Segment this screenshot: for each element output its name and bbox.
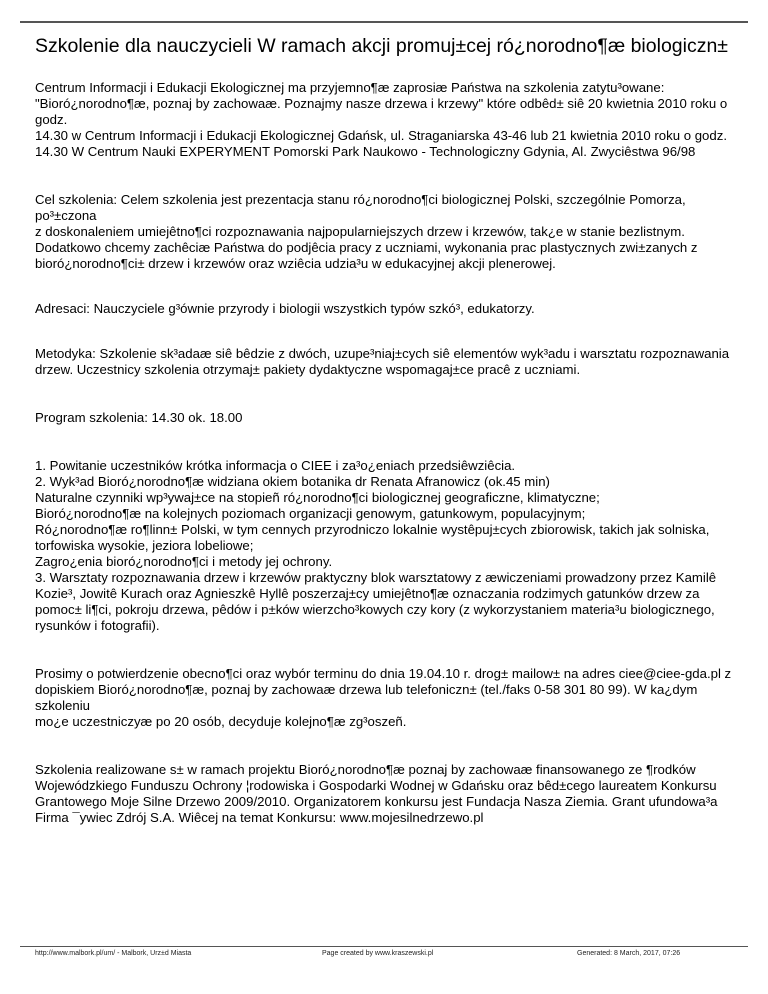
page-title: Szkolenie dla nauczycieli W ramach akcji promuj±cej ró¿norodno¶æ biologiczn± <box>35 35 729 57</box>
document-body <box>35 80 750 826</box>
funding-paragraph: Szkolenia realizowane s± w ramach projektu Bioró¿norodno¶æ poznaj by zachowaæ finansowanego ze ¶rodków Wojewódzkiego Funduszu Ochrony ¦rodowiska i Gospodarki Wodnej w Gdańsku oraz bêd±cego laureatem Konkursu Grantowego Moje Silne Drzewo 2009/2010. Organizatorem konkursu jest Fundacja Nasza Ziemia. Grant ufundowa³a Firma ¯ywiec Zdrój S.A. Wiêcej na temat Konkursu: www.mojesilnedrzewo.pl <box>35 762 718 825</box>
program-time-paragraph: Program szkolenia: 14.30 ok. 18.00 <box>35 410 243 425</box>
footer-divider <box>20 946 748 947</box>
paragraph-spacer <box>35 634 750 666</box>
paragraph-spacer <box>35 272 750 301</box>
footer-credit: Page created by www.kraszewski.pl <box>322 950 434 957</box>
audience-paragraph: Adresaci: Nauczyciele g³ównie przyrody i biologii wszystkich typów szkó³, edukatorzy. <box>35 301 535 316</box>
footer-source-url: http://www.malbork.pl/um/ - Malbork, Urz±d Miasta <box>35 950 192 957</box>
paragraph-spacer <box>35 317 750 346</box>
paragraph-spacer <box>35 160 750 192</box>
paragraph-spacer <box>35 378 750 410</box>
goal-paragraph: Cel szkolenia: Celem szkolenia jest prezentacja stanu ró¿norodno¶ci biologicznej Polski, szczególnie Pomorza, po³±czona z doskonaleniem umiejêtno¶ci rozpoznawania najpopularniejszych drzew i krzewów, tak¿e w stanie bezlistnym. Dodatkowo chcemy zachêciæ Państwa do podjêcia pracy z uczniami, wykonania prac plastycznych zwi±zanych z bioró¿norodno¶ci± drzew i krzewów oraz wziêcia udzia³u w edukacyjnej akcji plenerowej. <box>35 192 698 271</box>
method-paragraph: Metodyka: Szkolenie sk³adaæ siê bêdzie z dwóch, uzupe³niaj±cych siê elementów wyk³adu i warsztatu rozpoznawania drzew. Uczestnicy szkolenia otrzymaj± pakiety dydaktyczne wspomagaj±ce pracê z uczniami. <box>35 346 730 377</box>
footer-generated-date: Generated: 8 March, 2017, 07:26 <box>577 950 681 957</box>
paragraph-spacer <box>35 426 750 458</box>
program-list-paragraph: 1. Powitanie uczestników krótka informacja o CIEE i za³o¿eniach przedsiêwziêcia. 2. Wyk³ad Bioró¿norodno¶æ widziana okiem botanika dr Renata Afranowicz (ok.45 min) Naturalne czynniki wp³ywaj±ce na stopieñ ró¿norodno¶ci biologicznej geograficzne, klimatyczne; Bioró¿norodno¶æ na kolejnych poziomach organizacji genowym, gatunkowym, populacyjnym; Ró¿norodno¶æ ro¶linn± Polski, w tym cennych przyrodniczo lokalnie wystêpuj±cych zbiorowisk, takich jak solniska, torfowiska wysokie, jeziora lobeliowe; Zagro¿enia bioró¿norodno¶ci i metody jej ochrony. 3. Warsztaty rozpoznawania drzew i krzewów praktyczny blok warsztatowy z æwiczeniami prowadzony przez Kamilê Kozie³, Jowitê Kurach oraz Agnieszkê Hyllê poszerzaj±cy umiejêtno¶æ oznaczania rodzimych gatunków drzew za pomoc± li¶ci, pokroju drzewa, pêdów i p±ków wierzcho³kowych czy kory (z wykorzystaniem materia³u biologicznego, rysunków i fotografii). <box>35 458 717 633</box>
paragraph-spacer <box>35 730 750 762</box>
top-divider <box>20 21 748 23</box>
confirmation-paragraph: Prosimy o potwierdzenie obecno¶ci oraz wybór terminu do dnia 19.04.10 r. drog± mailow± na adres ciee@ciee-gda.pl z dopiskiem Bioró¿norodno¶æ, poznaj by zachowaæ drzewa lub telefoniczn± (tel./faks 0-58 301 80 99). W ka¿dym szkoleniu mo¿e uczestniczyæ po 20 osób, decyduje kolejno¶æ zg³oszeñ. <box>35 666 732 729</box>
intro-paragraph: Centrum Informacji i Edukacji Ekologicznej ma przyjemno¶æ zaprosiæ Państwa na szkolenia zatytu³owane: "Bioró¿norodno¶æ, poznaj by zachowaæ. Poznajmy nasze drzewa i krzewy" które odbêd± siê 20 kwietnia 2010 roku o godz. 14.30 w Centrum Informacji i Edukacji Ekologicznej Gdańsk, ul. Straganiarska 43-46 lub 21 kwietnia 2010 roku o godz. 14.30 W Centrum Nauki EXPERYMENT Pomorski Park Naukowo - Technologiczny Gdynia, Al. Zwyciêstwa 96/98 <box>35 80 728 159</box>
